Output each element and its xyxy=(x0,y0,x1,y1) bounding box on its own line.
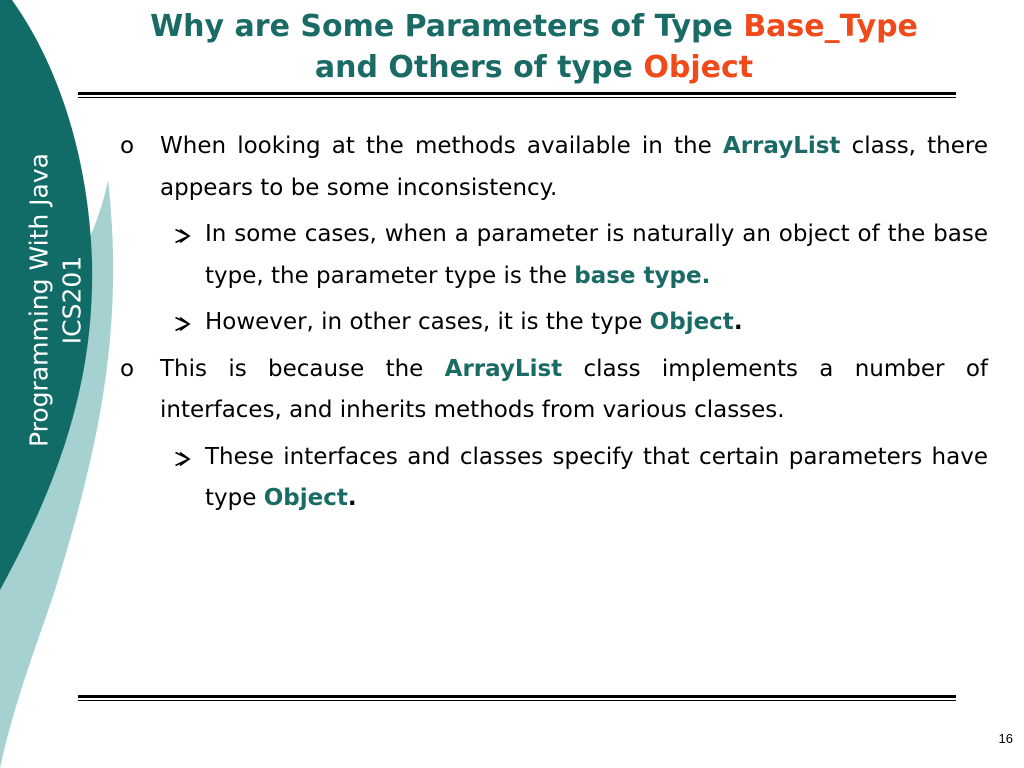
bullet-item xyxy=(120,349,988,432)
arrow-bullet-icon xyxy=(174,302,191,332)
keyword: ArrayList xyxy=(722,133,841,159)
page-number: 16 xyxy=(998,731,1013,746)
slide-title xyxy=(78,6,990,88)
title-line-1 xyxy=(78,6,990,47)
course-code: ICS201 xyxy=(57,255,87,345)
bullet-text: When looking at the methods available in the xyxy=(160,133,723,159)
keyword: Object xyxy=(263,485,348,511)
sub-bullet-item xyxy=(165,214,988,297)
keyword: Object xyxy=(649,309,734,335)
bullet-list xyxy=(120,126,988,525)
sub-bullet-item xyxy=(165,302,988,344)
title-text: and Others of type xyxy=(314,50,644,85)
bullet-text: In some cases, when a parameter is naturally an object of the base type, the parameter type is the xyxy=(205,221,988,289)
bullet-item xyxy=(120,126,988,209)
keyword: base type xyxy=(574,262,702,289)
bullet-text: class implements a number of interfaces, and inherits methods from various classes. xyxy=(160,355,988,423)
title-text: Why are Some Parameters of Type xyxy=(150,9,744,44)
bullet-period: . xyxy=(733,309,743,335)
bullet-text: However, in other cases, it is the type xyxy=(205,309,650,335)
keyword: ArrayList xyxy=(444,355,563,382)
bullet-period: . xyxy=(347,485,357,511)
bullet-text: These interfaces and classes specify that certain parameters have type xyxy=(205,443,988,511)
circle-bullet-marker: o xyxy=(120,355,135,382)
circle-bullet-marker: o xyxy=(120,133,135,159)
sub-bullet-item xyxy=(165,437,988,520)
bottom-divider xyxy=(78,695,956,701)
sidebar-decoration xyxy=(0,0,120,768)
top-divider xyxy=(78,92,956,98)
arrow-bullet-icon xyxy=(174,214,191,244)
bullet-text: class, there appears to be some inconsistency. xyxy=(160,133,988,201)
bullet-text: This is because the xyxy=(160,355,445,382)
course-title: Programming With Java xyxy=(24,153,54,447)
title-accent: Base_Type xyxy=(743,9,918,44)
keyword: . xyxy=(701,262,711,289)
title-line-2 xyxy=(78,47,990,88)
arrow-bullet-icon xyxy=(174,437,191,467)
title-accent: Object xyxy=(643,50,754,85)
